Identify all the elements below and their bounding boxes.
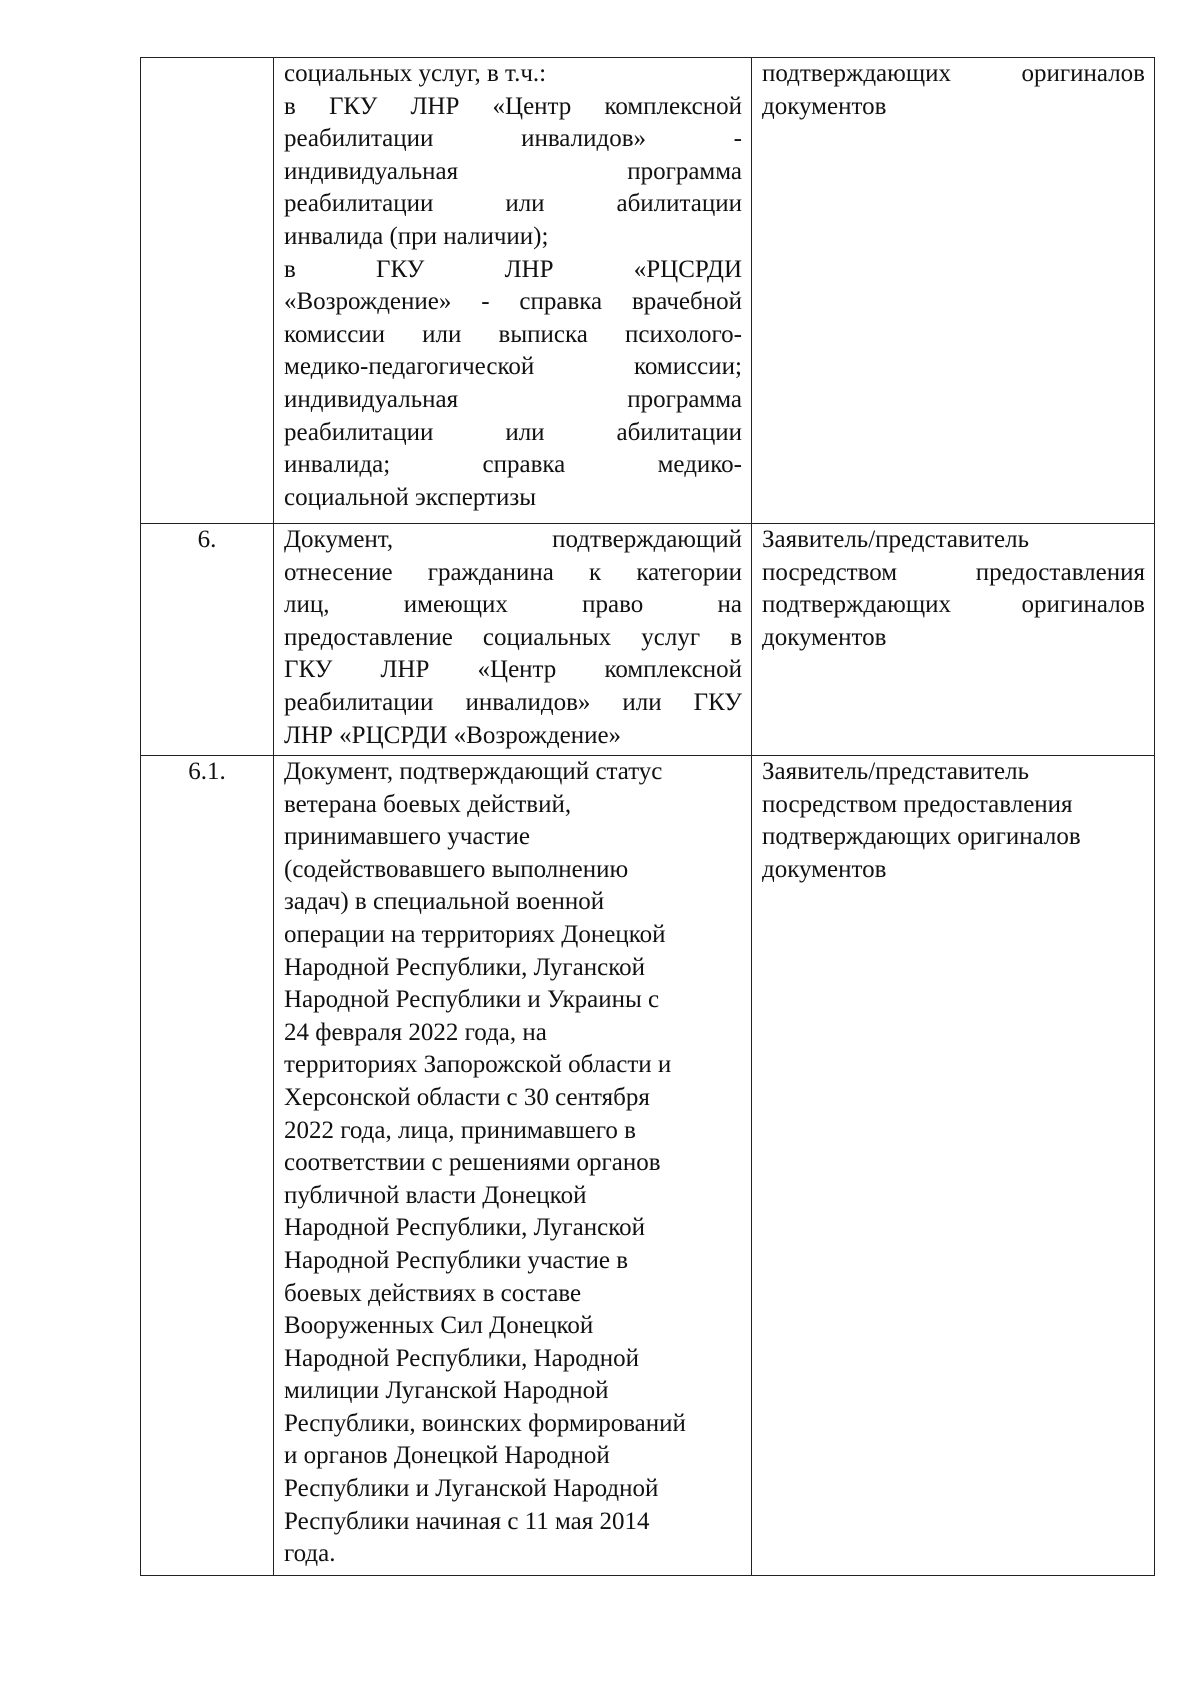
text-line: медико-педагогической комиссии; [284, 353, 742, 381]
text-line: посредством предоставления [762, 790, 1073, 818]
applicant-cell [752, 524, 1155, 756]
text-line: социальных услуг, в т.ч.: [284, 60, 547, 87]
documents-table [140, 57, 1155, 1576]
text-line: реабилитации или абилитации [284, 418, 742, 446]
text-line: территориях Запорожской области и [284, 1051, 672, 1079]
text-line: операции на территориях Донецкой [284, 920, 666, 948]
text-line: Народной Республики, Народной [284, 1344, 639, 1372]
text-line: Народной Республики и Украины с [284, 986, 660, 1014]
document-cell [274, 58, 752, 524]
text-line: Вооруженных Сил Донецкой [284, 1312, 594, 1340]
table-row [141, 524, 1155, 756]
text-line: Заявитель/представитель [762, 526, 1030, 553]
text-line: инвалида (при наличии); [284, 222, 549, 250]
text-line: индивидуальная программа [284, 157, 742, 185]
text-line: подтверждающих оригиналов [762, 823, 1081, 851]
text-line: документов [762, 92, 887, 120]
text-line: задач) в специальной военной [284, 888, 605, 916]
text-line: «Возрождение» - справка врачебной [284, 288, 742, 316]
text-line: милиции Луганской Народной [284, 1377, 609, 1405]
text-line: боевых действиях в составе [284, 1279, 582, 1307]
row-number-cell: 6. [141, 524, 274, 756]
text-line: в ГКУ ЛНР «РЦСРДИ [284, 255, 742, 283]
text-line: Херсонской области с 30 сентября [284, 1083, 650, 1111]
text-line: посредством предоставления [762, 558, 1145, 586]
row-number-cell: 6.1. [141, 756, 274, 1576]
text-line: документов [762, 855, 887, 883]
document-cell [274, 756, 752, 1576]
text-line: публичной власти Донецкой [284, 1181, 587, 1209]
text-line: Документ, подтверждающий статус [284, 758, 663, 785]
text-line: социальной экспертизы [284, 483, 537, 511]
applicant-cell [752, 58, 1155, 524]
text-line: Народной Республики, Луганской [284, 1214, 645, 1242]
text-line: Заявитель/представитель [762, 758, 1030, 785]
text-line: года. [284, 1540, 336, 1568]
text-line: документов [762, 623, 887, 651]
text-line: в ГКУ ЛНР «Центр комплексной [284, 92, 742, 120]
text-line: соответствии с решениями органов [284, 1149, 661, 1177]
text-line: ГКУ ЛНР «Центр комплексной [284, 656, 742, 684]
text-line: реабилитации инвалидов» - [284, 125, 742, 153]
text-line: и органов Донецкой Народной [284, 1442, 610, 1470]
document-cell [274, 524, 752, 756]
text-line: отнесение гражданина к категории [284, 558, 742, 586]
text-line: ЛНР «РЦСРДИ «Возрождение» [284, 721, 622, 749]
text-line: комиссии или выписка психолого- [284, 320, 742, 348]
text-line: реабилитации или абилитации [284, 190, 742, 218]
text-line: Народной Республики, Луганской [284, 953, 645, 981]
text-line: предоставление социальных услуг в [284, 623, 742, 651]
text-line: реабилитации инвалидов» или ГКУ [284, 688, 742, 716]
text-line: Республики и Луганской Народной [284, 1475, 659, 1503]
text-line: 24 февраля 2022 года, на [284, 1018, 547, 1046]
text-line: (содействовавшего выполнению [284, 855, 629, 883]
text-line: индивидуальная программа [284, 385, 742, 413]
text-line: Республики начиная с 11 мая 2014 [284, 1507, 650, 1535]
text-line: инвалида; справка медико- [284, 451, 742, 479]
text-line: ветерана боевых действий, [284, 790, 572, 818]
text-line: 2022 года, лица, принимавшего в [284, 1116, 636, 1144]
text-line: Республики, воинских формирований [284, 1409, 686, 1437]
text-line: подтверждающих оригиналов [762, 591, 1145, 619]
text-line: Народной Республики участие в [284, 1246, 629, 1274]
row-number-cell [141, 58, 274, 524]
text-line: принимавшего участие [284, 823, 530, 851]
text-line: лиц, имеющих право на [284, 591, 742, 619]
text-line: подтверждающих оригиналов [762, 60, 1145, 87]
applicant-cell [752, 756, 1155, 1576]
table-row [141, 58, 1155, 524]
text-line: Документ, подтверждающий [284, 526, 742, 553]
table-row [141, 756, 1155, 1576]
